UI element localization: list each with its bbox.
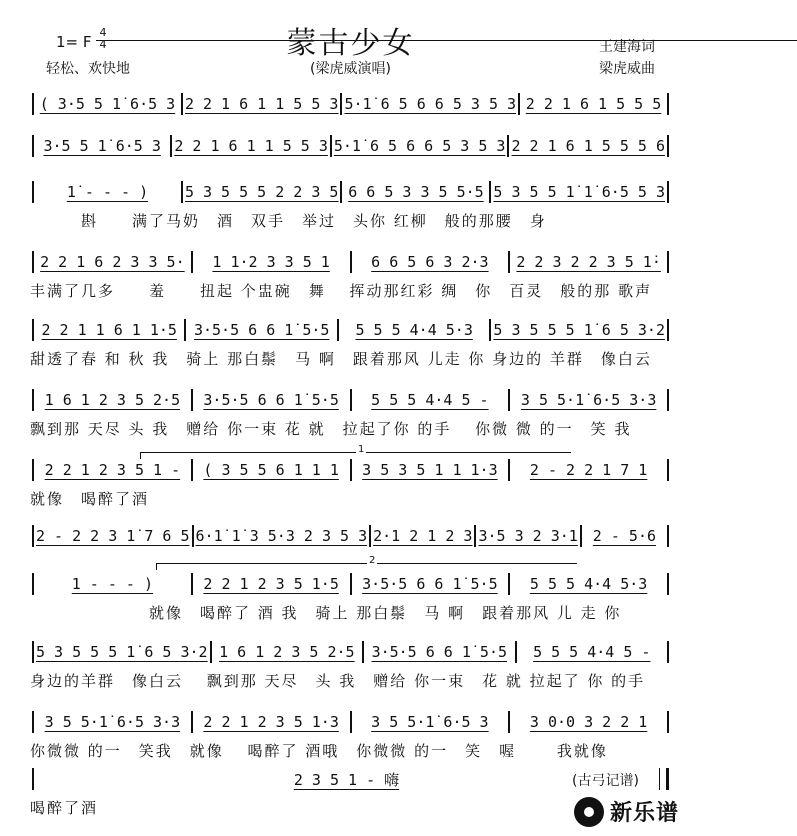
measure: 1 1·2 3 3 5 1 [212,253,330,271]
measure: 2 2 1 2 3 5 1·3 [203,713,339,731]
measure: 1 - - - ) [71,575,154,593]
bar-line [192,525,194,547]
bar-line [32,525,34,547]
measure: 2 2 1 2 3 5 1·5 [203,575,339,593]
bar-line [330,135,332,157]
bar-line [340,93,342,115]
bar-line [667,251,669,273]
bar-line [508,389,510,411]
bar-line [508,573,510,595]
measure: 3·5·5 6 6 1̇ 5·5 [371,643,508,661]
bar-line [32,768,34,790]
bar-line [184,319,186,341]
composer-credit: 梁虎威曲 [599,61,655,77]
time-signature-top: 4 [99,26,107,39]
bar-line [32,459,34,481]
bar-line [181,93,183,115]
bar-line [508,711,510,733]
score-line [0,710,701,766]
bar-line [362,641,364,663]
measure: 2 - 5·6 [592,527,657,545]
bar-line [369,525,371,547]
measure: 3·5·5 6 6 1̇ 5·5 [203,391,339,409]
notation-row [30,92,671,116]
score-line [0,640,701,696]
second-ending-bracket [156,555,577,570]
bar-line [507,135,509,157]
measure: 3·5 5 1̇ 6·5 3 [43,137,161,155]
score-line [0,572,701,628]
second-ending-number: 2 [369,555,376,566]
lyrics-row: 身边的羊群 像白云 飘到那 天尽 头 我 赠给 你一束 花 就 拉起了 你 的手 [30,672,646,690]
lyrics-row: 就像 喝醉了 酒 我 骑上 那白鬃 马 啊 跟着那风 儿 走 你 [30,604,622,622]
bar-line [580,525,582,547]
measure: 2 2 3 2 2 3 5 1̇· [516,253,661,271]
bar-line [350,251,352,273]
notation-row [30,524,671,548]
bar-line [350,389,352,411]
notation-row [30,710,671,734]
bar-line [474,525,476,547]
lyrics-row: 你微微 的一 笑我 就像 喝醉了 酒哦 你微微 的一 笑 喔 我就像 [30,742,608,760]
transcriber-credit: (古弓记谱) [572,773,639,789]
measure: 6 6 5 3 3 5 5·5 [348,183,484,201]
final-bar-line [659,768,669,790]
measure: 5·1̇ 6 5 6 6 5 3 5 3 [333,137,506,155]
score-line [0,180,701,236]
bar-line [337,319,339,341]
lyrics-row: 喝醉了酒 [30,799,99,817]
lyrics-row: 斟 满了马奶 酒 双手 举过 头你 红柳 般的那腰 身 [30,212,547,230]
bar-line [181,181,183,203]
measure: 3·5·5 6 6 1̇ 5·5 [362,575,498,593]
bar-line [667,711,669,733]
notation-row [30,250,671,274]
notation-row [30,134,671,158]
bar-line [350,573,352,595]
bar-line [32,251,34,273]
measure: 2 3 5 1 - 嗨 [293,770,400,789]
score-line [0,458,701,514]
lyrics-row: 就像 喝醉了酒 [30,490,150,508]
bar-line [508,459,510,481]
lyrics-row: 甜透了春 和 秋 我 骑上 那白鬃 马 啊 跟着那风 儿走 你 身边的 羊群 像白云 [30,350,652,368]
measure: 3 5 3 5 1 1 1·3 [362,461,498,479]
measure: ( 3 5 5 6 1 1 1 [203,461,339,479]
measure: 3·5·5 6 6 1̇ 5·5 [193,321,330,339]
bar-line [191,573,193,595]
bar-line [667,525,669,547]
measure: 2 - 2 2 1 7 1 [529,461,648,479]
bar-line [32,389,34,411]
measure: 1 6 1 2 3 5 2·5 [44,391,181,409]
lyricist-credit: 王建海词 [599,39,655,55]
lyrics-row: 丰满了几多 羞 扭起 个盅碗 舞 挥动那红彩 绸 你 百灵 般的那 歌声 [30,282,653,300]
first-ending-number: 1 [358,444,365,455]
measure: 3 0·0 3 2 2 1 [529,713,648,731]
measure: 5·1̇ 6 5 6 6 5 3 5 3 [344,95,517,113]
measure: 1 6 1 2 3 5 2·5 [219,643,355,661]
measure: 2 2 1 6 1 5 5 5 6 [511,137,665,155]
measure: 6 6 5 6 3 2·3 [371,253,489,271]
bar-line [340,181,342,203]
measure: 3 5 5·1̇ 6·5 3 [371,713,489,731]
measure: 2 2 1 6 1 1 5 5 3 [174,137,328,155]
measure: 2·1 2 1 2 3 [373,527,473,545]
measure: 3 5 5·1̇ 6·5 3·3 [520,391,657,409]
bar-line [191,459,193,481]
measure: 5 5 5 4·4 5·3 [355,321,473,339]
time-signature-divider [96,40,797,97]
bar-line [32,181,34,203]
time-signature-bottom: 4 [99,38,107,51]
bar-line [667,135,669,157]
lyrics-row: 飘到那 天尽 头 我 赠给 你一束 花 就 拉起了你 的手 你微 微 的一 笑 我 [30,420,632,438]
measure: 2 2 1 6 1 5 5 5 [525,95,662,113]
measure: 1̇ - - - ) [66,183,149,201]
bar-line [667,93,669,115]
key-signature: 1= F [56,33,92,51]
measure: 2 2 1 6 1 1 5 5 3 [184,95,339,113]
measure: 3·5 3 2 3·1 [478,527,578,545]
bar-line [667,319,669,341]
first-ending-bracket [140,444,571,459]
site-logo [574,796,679,827]
bar-line [518,93,520,115]
bar-line [170,135,172,157]
measure: 5 3 5 5 5 2 2 3 5 [184,183,339,201]
bar-line [489,319,491,341]
bar-line [32,135,34,157]
bar-line [191,389,193,411]
measure: 5 3 5 5 1̇ 1̇ 6·5 5 3 [493,183,665,201]
measure: 5 3 5 5 5 1̇ 6 5 3·2 [36,643,208,661]
measure: 5 3 5 5 5 1̇ 6 5 3·2 [493,321,665,339]
measure: 6·1̇ 1̇ 3 5·3 2 3 5 3 [195,527,368,545]
score-line [0,250,701,306]
notation-row [30,458,671,482]
measure: 3 5 5·1̇ 6·5 3·3 [44,713,181,731]
bar-line [489,181,491,203]
tempo-marking: 轻松、欢快地 [46,61,130,77]
bar-line [32,641,34,663]
bar-line [515,641,517,663]
score-line [0,388,701,444]
bar-line [350,459,352,481]
bar-line [667,459,669,481]
record-disc-icon [574,797,604,827]
bar-line [191,711,193,733]
measure: 5 5 5 4·4 5 - [533,643,651,661]
measure: 2 2 1 1 6 1 1·5 [41,321,177,339]
notation-row [30,180,671,204]
bar-line [350,711,352,733]
bar-line [508,251,510,273]
notation-row [30,640,671,664]
song-title: 蒙古少女 [286,26,415,61]
bar-line [210,641,212,663]
performer-credit: (梁虎威演唱) [310,61,391,77]
measure: 5 5 5 4·4 5 - [371,391,489,409]
notation-row [30,388,671,412]
bar-line [32,573,34,595]
score-line [0,318,701,374]
measure: 5 5 5 4·4 5·3 [529,575,648,593]
notation-row [30,572,671,596]
measure: ( 3·5 5 1̇ 6·5 3 [39,95,176,113]
measure: 2 2 1 6 2 3 3 5· [40,253,185,271]
bar-line [32,93,34,115]
bar-line [667,641,669,663]
measure: 2 - 2 2 3 1̇ 7 6 5 [36,527,190,545]
measure: 2 2 1 2 3 5 1 - [44,461,181,479]
bar-line [191,251,193,273]
bar-line [32,319,34,341]
notation-row [30,318,671,342]
bar-line [667,389,669,411]
bar-line [32,711,34,733]
bar-line [667,181,669,203]
logo-text: 新乐谱 [610,801,680,826]
bar-line [667,573,669,595]
time-signature [96,27,110,51]
